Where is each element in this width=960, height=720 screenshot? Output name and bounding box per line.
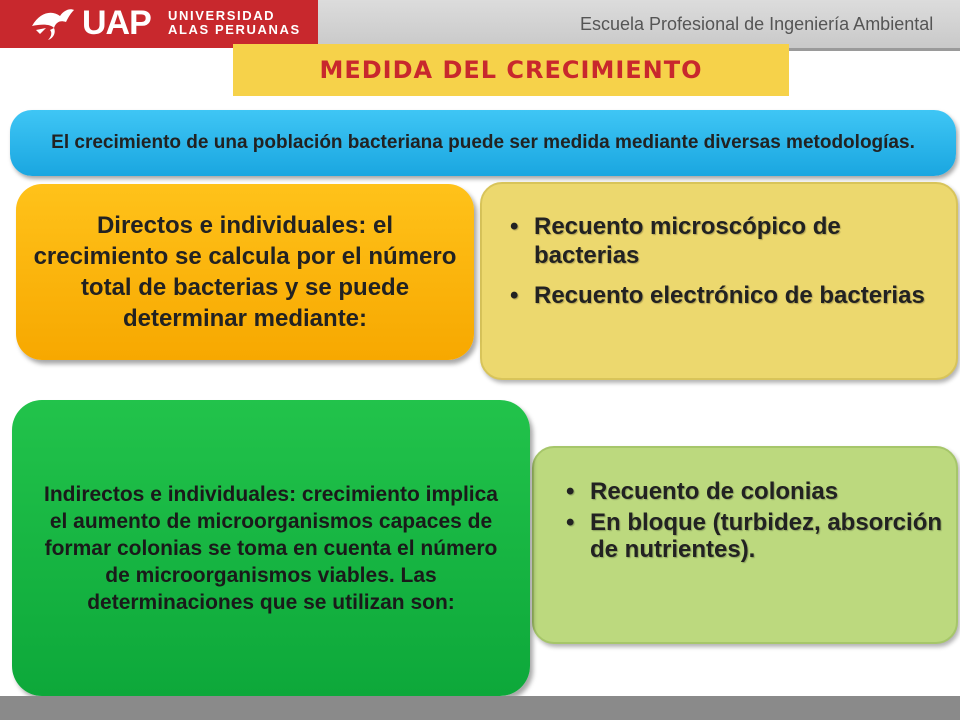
- footer-bar: [0, 696, 960, 720]
- list-item: [510, 212, 930, 270]
- indirect-methods-box: [12, 400, 530, 696]
- logo-line-1: UNIVERSIDAD: [168, 8, 276, 23]
- bullet-icon: •: [510, 213, 519, 240]
- bullet-icon: •: [566, 478, 575, 505]
- logo-uap-text: UAP: [82, 4, 151, 42]
- intro-text: El crecimiento de una población bacteriana puede ser medida mediante diversas metodologías.: [51, 132, 915, 153]
- bullet-icon: •: [566, 509, 575, 536]
- condor-logo-icon: [30, 6, 76, 42]
- list-item: [566, 509, 946, 563]
- header: [0, 0, 960, 48]
- bullet-icon: •: [510, 282, 519, 309]
- list-item-text: En bloque (turbidez, absorción de nutrientes).: [590, 509, 943, 563]
- indirect-methods-description: Indirectos e individuales: crecimiento implica el aumento de microorganismos capaces de formar colonias se toma en cuenta el número de microorganismos viables. Las determinaciones que se utilizan son:: [44, 482, 498, 614]
- direct-methods-description: Directos e individuales: el crecimiento se calcula por el número total de bacterias y se puede determinar mediante:: [33, 212, 457, 332]
- indirect-methods-list: [566, 478, 946, 567]
- list-item: [566, 478, 946, 505]
- school-banner: [318, 0, 960, 48]
- slide-title: MEDIDA DEL CRECIMIENTO: [319, 56, 703, 84]
- list-item: [510, 281, 930, 310]
- list-item-text: Recuento microscópico de bacterias: [534, 213, 841, 269]
- university-logo: [0, 0, 318, 48]
- logo-university-name: [168, 9, 301, 37]
- school-title: Escuela Profesional de Ingeniería Ambiental: [580, 14, 934, 34]
- intro-box: [10, 110, 956, 176]
- list-item-text: Recuento de colonias: [590, 478, 839, 505]
- direct-methods-box: [16, 184, 474, 360]
- logo-line-2: ALAS PERUANAS: [168, 22, 301, 37]
- title-banner: [233, 44, 789, 96]
- list-item-text: Recuento electrónico de bacterias: [534, 282, 925, 309]
- direct-methods-list: [510, 212, 930, 321]
